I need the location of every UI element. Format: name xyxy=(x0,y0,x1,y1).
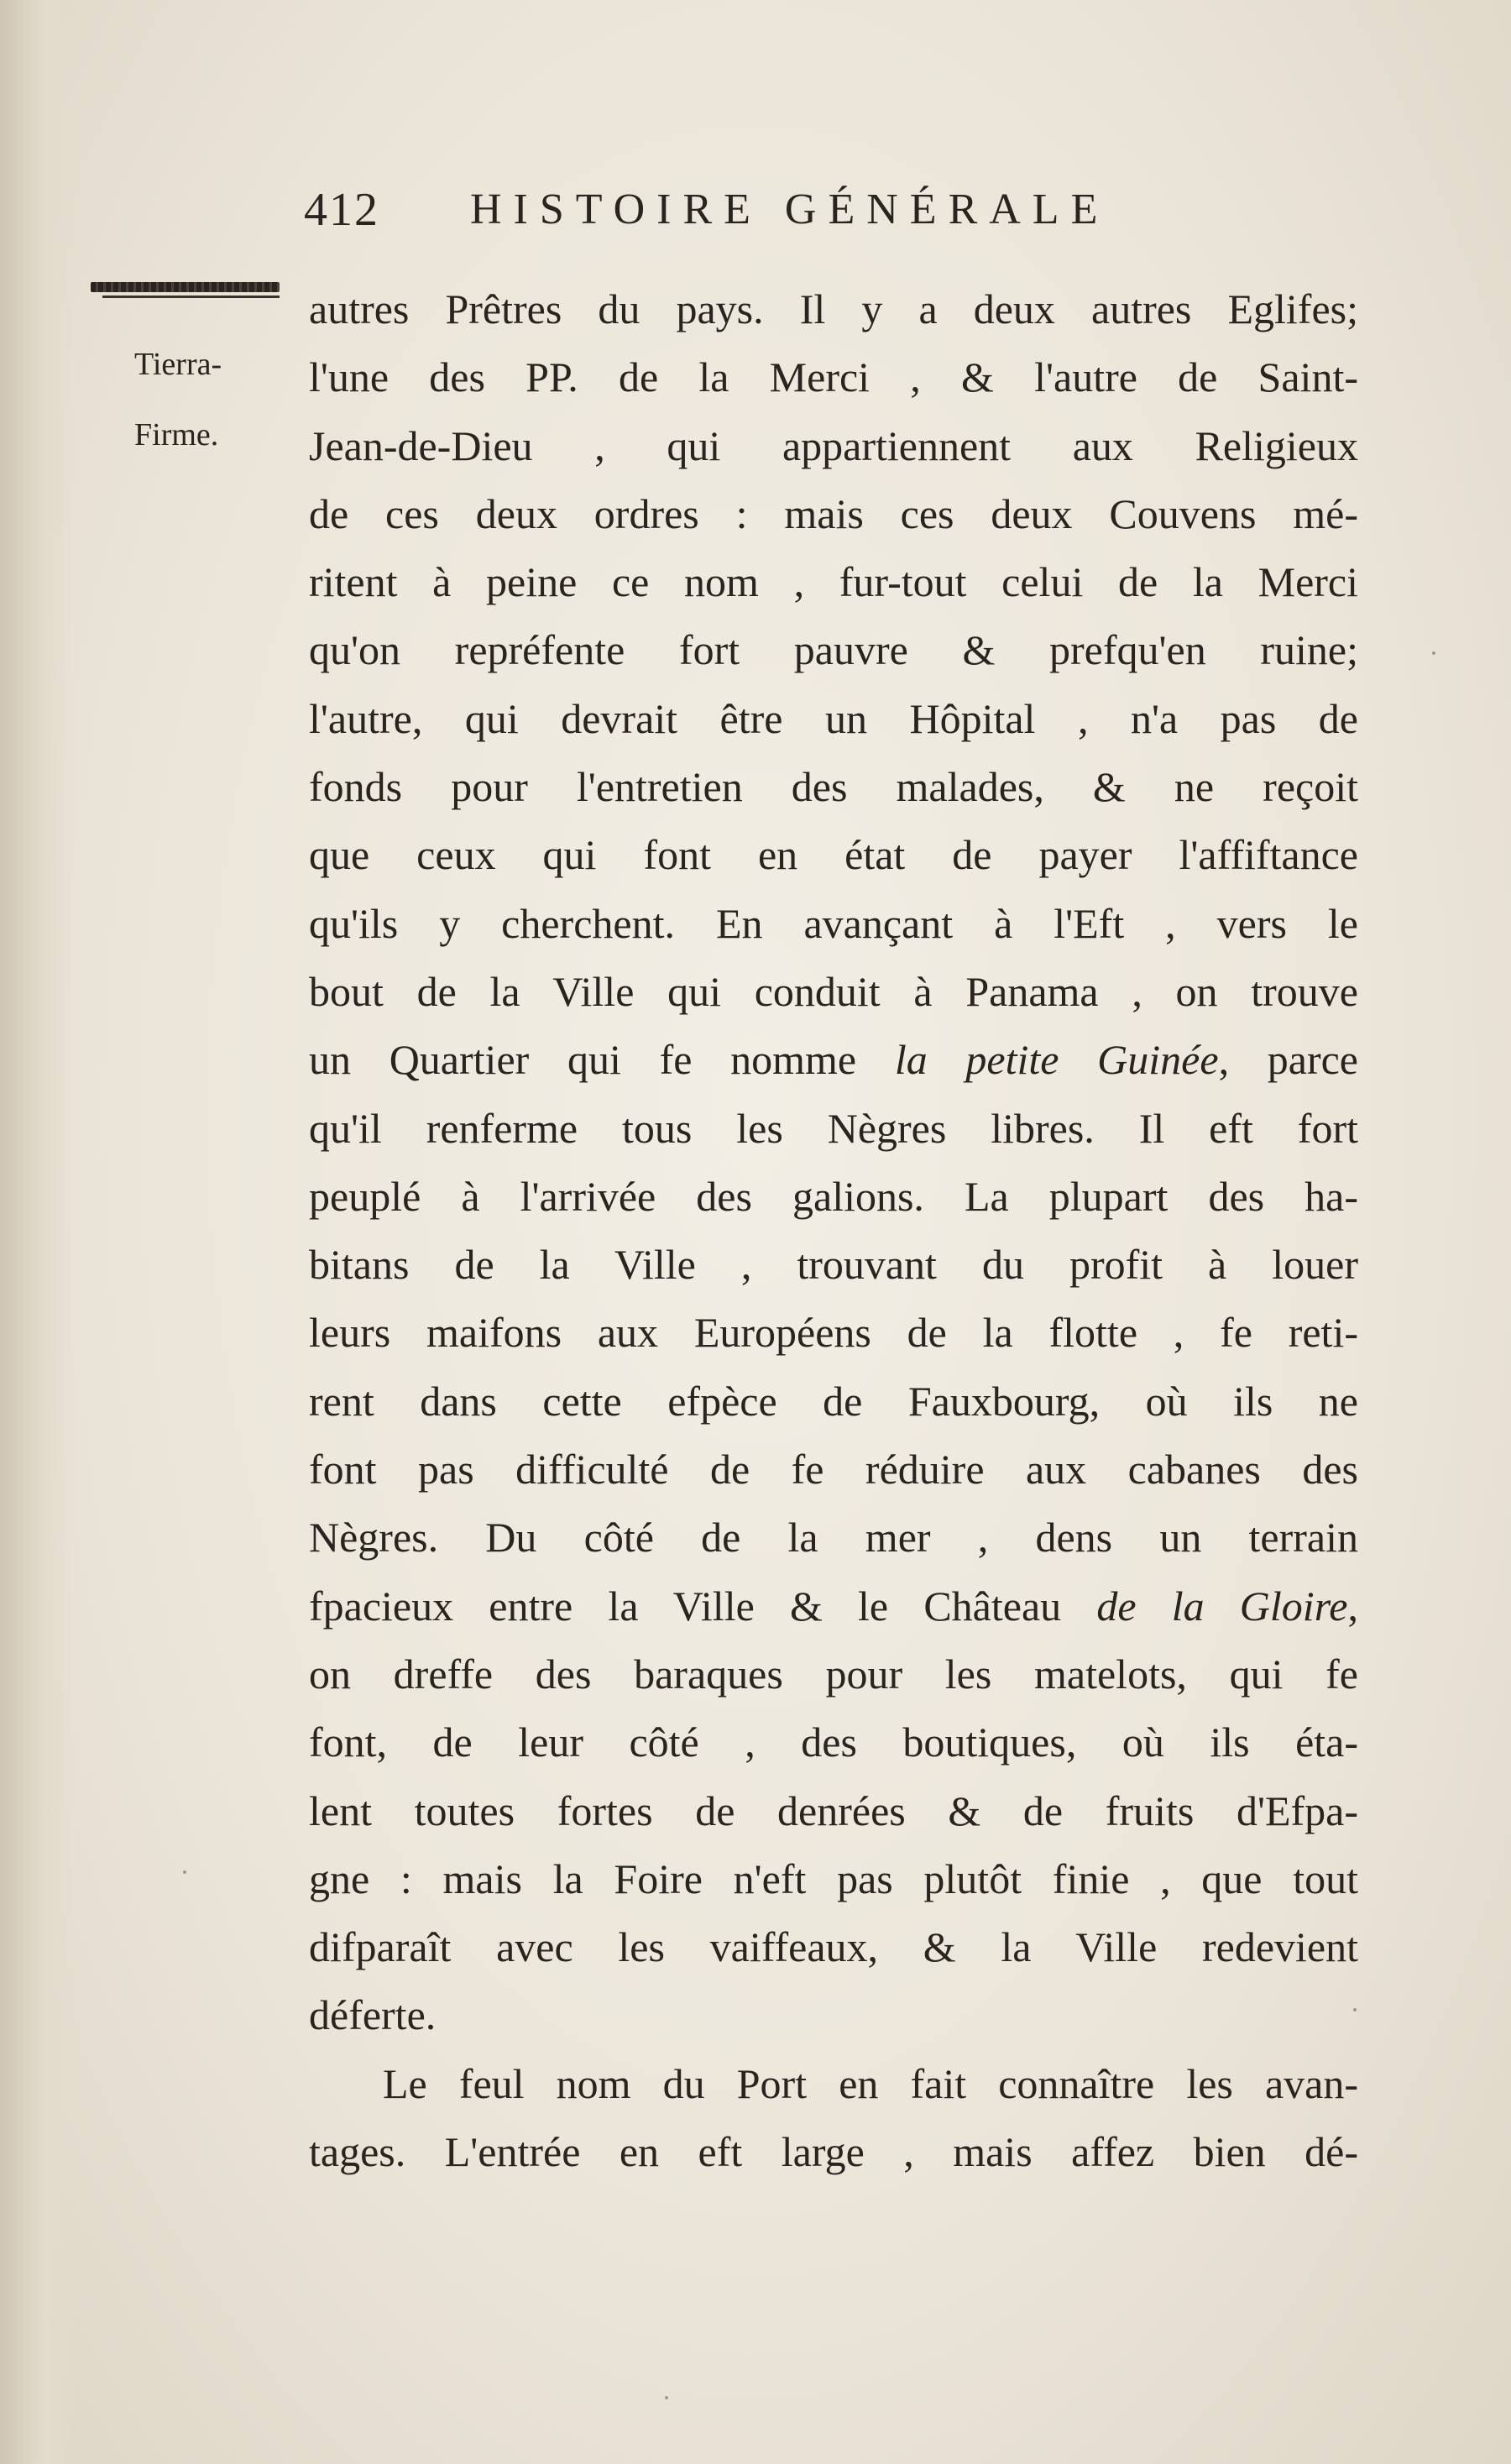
text-line: ritent à peine ce nom , fur-tout celui de la Merci xyxy=(309,558,1358,606)
text-line: leurs maifons aux Européens de la flotte , fe reti- xyxy=(309,1309,1358,1357)
margin-note xyxy=(134,329,281,470)
text-line: Nègres. Du côté de la mer , dens un terrain xyxy=(309,1514,1358,1562)
running-head xyxy=(304,183,1378,242)
text-segment: , xyxy=(1347,1582,1358,1630)
text-line: qu'on repréfente fort pauvre & prefqu'en ruine; xyxy=(309,626,1358,674)
text-line: font pas difficulté de fe réduire aux cabanes des xyxy=(309,1446,1358,1494)
text-line: bout de la Ville qui conduit à Panama , on trouve xyxy=(309,967,1358,1015)
gutter-shadow xyxy=(0,0,76,2464)
page-number: 412 xyxy=(304,184,379,236)
body-text xyxy=(309,275,1358,2186)
text-line: Le feul nom du Port en fait connaître les avan- xyxy=(383,2059,1358,2107)
text-line: gne : mais la Foire n'eft pas plutôt finie , que tout xyxy=(309,1855,1358,1902)
text-line: qu'il renferme tous les Nègres libres. Il eft fort xyxy=(309,1104,1358,1152)
italic-place-name: la petite Guinée xyxy=(894,1036,1219,1084)
text-segment: , parce xyxy=(1218,1036,1358,1084)
paper-speck xyxy=(1432,651,1435,655)
text-line: on dreffe des baraques pour les matelots, qui fe xyxy=(309,1650,1358,1698)
text-line: fonds pour l'entretien des malades, & ne reçoit xyxy=(309,763,1358,811)
text-line: bitans de la Ville , trouvant du profit à louer xyxy=(309,1241,1358,1289)
text-line: difparaît avec les vaiffeaux, & la Ville redevient xyxy=(309,1923,1358,1971)
text-line: l'autre, qui devrait être un Hôpital , n'a pas de xyxy=(309,694,1358,742)
text-line: de ces deux ordres : mais ces deux Couvens mé- xyxy=(309,489,1358,537)
ornament-rule xyxy=(91,282,280,292)
paper-speck xyxy=(183,1870,186,1874)
text-line: font, de leur côté , des boutiques, où ils éta- xyxy=(309,1719,1358,1766)
text-segment: fpacieux entre la Ville & le Château xyxy=(309,1582,1097,1630)
margin-note-line: Tierra- xyxy=(134,347,222,382)
text-line: peuplé à l'arrivée des galions. La plupart des ha- xyxy=(309,1172,1358,1220)
text-line: lent toutes fortes de denrées & de fruits d'Efpa- xyxy=(309,1787,1358,1834)
margin-note-line: Firme. xyxy=(134,417,219,453)
italic-place-name: de la Gloire xyxy=(1096,1582,1348,1630)
text-line: rent dans cette efpèce de Fauxbourg, où ils ne xyxy=(309,1377,1358,1425)
text-line xyxy=(309,1026,1358,1094)
paper-speck xyxy=(665,2396,668,2399)
text-line: l'une des PP. de la Merci , & l'autre de Saint- xyxy=(309,353,1358,401)
header-title: HISTOIRE GÉNÉRALE xyxy=(470,186,1110,233)
paper-speck xyxy=(1353,2008,1357,2011)
text-line: tages. L'entrée en eft large , mais affez bien dé- xyxy=(309,2128,1358,2176)
text-line: Jean-de-Dieu , qui appartiennent aux Religieux xyxy=(309,421,1358,469)
text-line: autres Prêtres du pays. Il y a deux autres Eglifes; xyxy=(309,285,1358,332)
text-line: qu'ils y cherchent. En avançant à l'Eft , vers le xyxy=(309,899,1358,947)
text-line: déferte. xyxy=(309,1991,437,2039)
text-segment: un Quartier qui fe nomme xyxy=(309,1036,895,1084)
text-line: que ceux qui font en état de payer l'affiftance xyxy=(309,831,1358,879)
text-line xyxy=(309,1572,1358,1640)
